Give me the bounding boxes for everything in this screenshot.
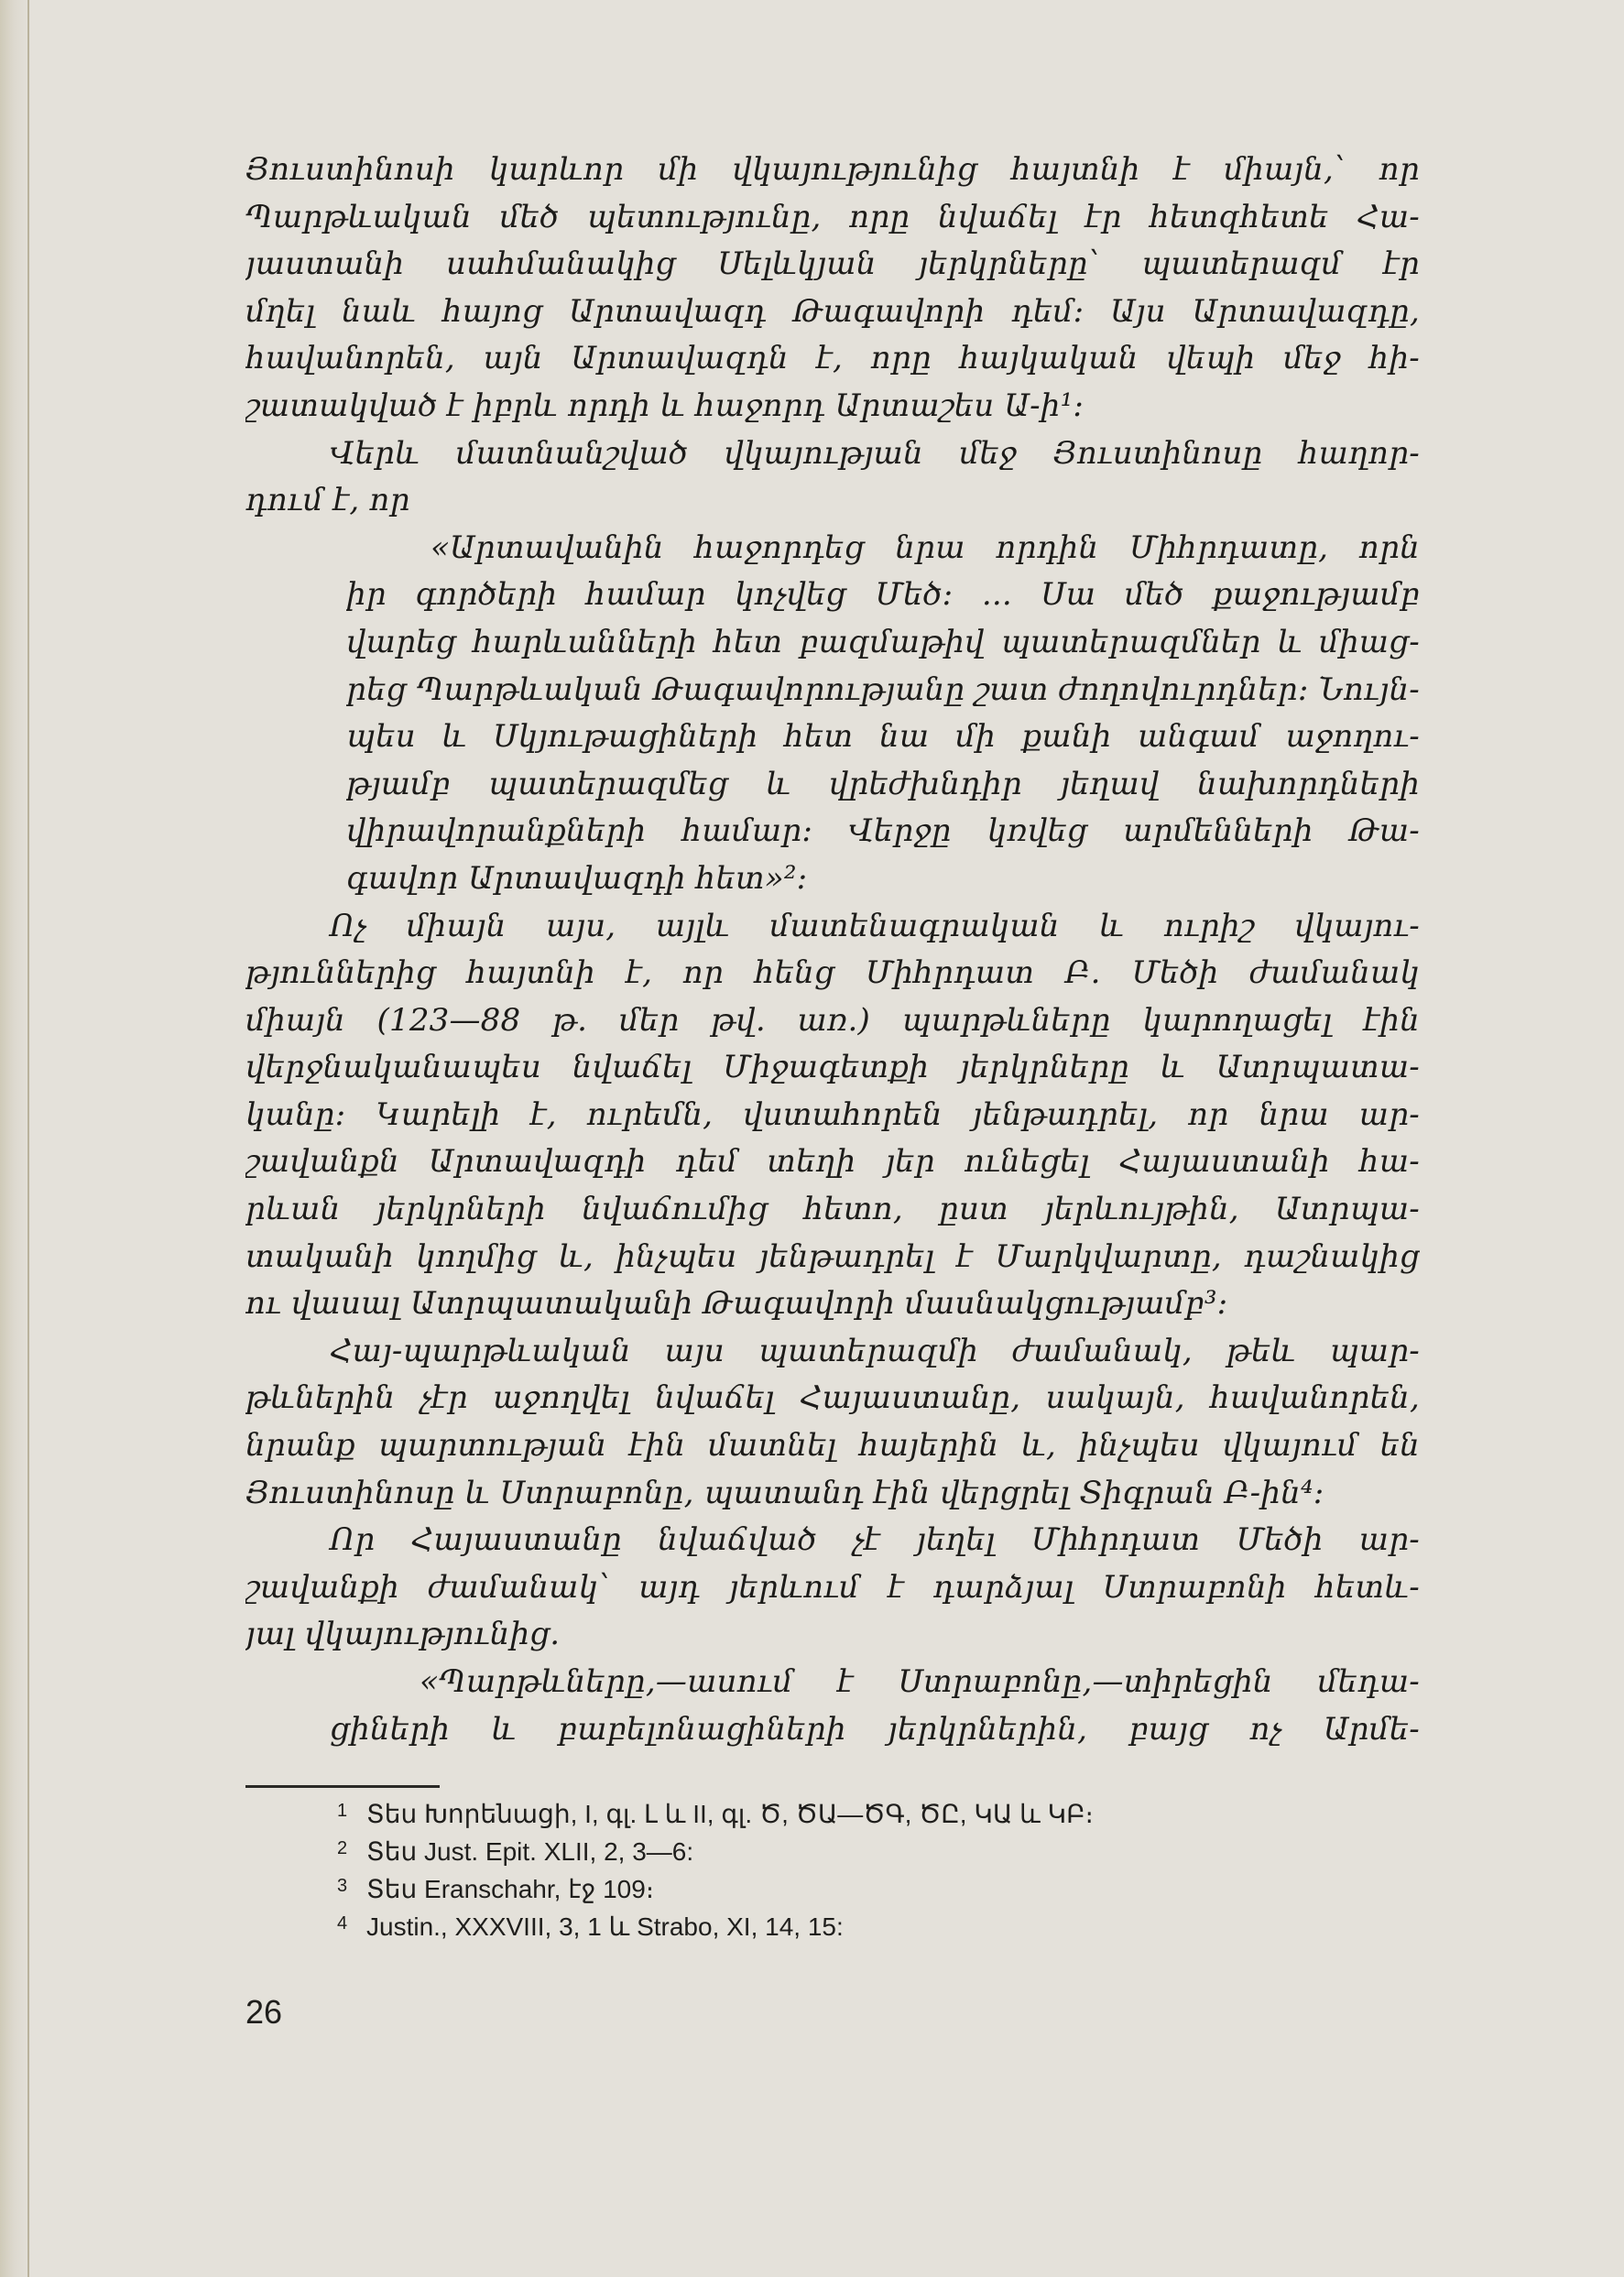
text-line: միայն (123—88 թ. մեր թվ. առ.) պարթևները կարողացել էին <box>245 1001 1420 1039</box>
text-line: Ոչ միայն այս, այլև մատենագրական և ուրիշ վկայու- <box>330 907 1420 944</box>
text-line: թյուններից հայտնի է, որ հենց Միհրդատ Բ. Մեծի ժամանակ <box>245 954 1420 992</box>
text-line: ու վասալ Ատրպատականի Թագավորի մասնակցությամբ³։ <box>245 1285 1228 1323</box>
text-line: նրանք պարտության էին մատնել հայերին և, ինչպես վկայում են <box>245 1427 1420 1465</box>
footnote-number: 3 <box>337 1876 348 1896</box>
text-line: Յուստինոսի կարևոր մի վկայությունից հայտնի է միայն,՝ որ <box>245 151 1420 188</box>
footnote-1 <box>337 1795 1418 1833</box>
footnote-number: 2 <box>337 1838 348 1858</box>
text-line: ցիների և բաբելոնացիների յերկրներին, բայց ոչ Արմե- <box>330 1710 1420 1748</box>
main-text <box>245 147 1420 1753</box>
book-spine-edge <box>27 0 29 2277</box>
text-line: շավանքի ժամանակ՝ այդ յերևում է դարձյալ Ստրաբոնի հետև- <box>245 1568 1420 1606</box>
footnote-4 <box>337 1908 1418 1945</box>
text-line: «Պարթևները,—ասում է Ստրաբոնը,—տիրեցին մեդա- <box>420 1663 1420 1700</box>
text-line: դում է, որ <box>245 482 410 519</box>
footnote-3 <box>337 1870 1418 1908</box>
text-line: Յուստինոսը և Ստրաբոնը, պատանդ էին վերցրել Տիգրան Բ-ին⁴։ <box>245 1474 1324 1511</box>
page-number: 26 <box>245 1993 283 2031</box>
quote-line: թյամբ պատերազմեց և վրեժխնդիր յեղավ նախորդների <box>346 765 1420 802</box>
footnote-text: Տես Eranschahr, էջ 109։ <box>366 1875 655 1903</box>
text-line: մղել նաև հայոց Արտավազդ Թագավորի դեմ։ Այս Արտավազդը, <box>245 292 1420 330</box>
footnote-text: Տես Just. Epit. XLII, 2, 3—6: <box>366 1837 694 1866</box>
quote-line: րեց Պարթևական Թագավորությանը շատ ժողովուրդներ։ Նույն- <box>346 670 1420 708</box>
footnotes <box>337 1795 1418 1945</box>
text-line: րևան յերկրների նվաճումից հետո, ըստ յերևույթին, Ատրպա- <box>245 1191 1420 1228</box>
quote-line: «Արտավանին հաջորդեց նրա որդին Միհրդատը, որն <box>431 528 1420 566</box>
quote-line: պես և Սկյութացիների հետ նա մի քանի անգամ աջողու- <box>346 718 1420 756</box>
text-line: վերջնականապես նվաճել Միջագետքի յերկրները և Ատրպատա- <box>245 1049 1420 1086</box>
text-line: տականի կողմից և, ինչպես յենթադրել է Մարկվարտը, դաշնակից <box>245 1237 1420 1275</box>
text-line: Վերև մատնանշված վկայության մեջ Յուստինոսը հաղոր- <box>330 434 1420 472</box>
text-line: յալ վկայությունից. <box>245 1616 561 1653</box>
text-line: Որ Հայաստանը նվաճված չէ յեղել Միհրդատ Մեծի ար- <box>330 1521 1420 1559</box>
block-quote <box>245 525 1420 903</box>
text-line: կանը։ Կարելի է, ուրեմն, վստահորեն յենթադրել, որ նրա ար- <box>245 1095 1420 1133</box>
text-line: հավանորեն, այն Արտավազդն է, որը հայկական վեպի մեջ հի- <box>245 340 1420 377</box>
footnote-text: Տես Խորենացի, I, գլ. Լ և II, գլ. Ծ, ԾԱ—ԾԳ, ԾԸ, ԿԱ և ԿԲ։ <box>366 1800 1094 1828</box>
footnote-number: 1 <box>337 1801 348 1821</box>
text-line: յաստանի սահմանակից Սելևկյան յերկրները՝ պատերազմ էր <box>245 245 1420 283</box>
text-line: Հայ-պարթևական այս պատերազմի ժամանակ, թեև պար- <box>330 1332 1420 1369</box>
quote-line: վիրավորանքների համար։ Վերջը կռվեց արմենների Թա- <box>346 812 1420 850</box>
footnote-separator <box>245 1785 440 1788</box>
text-line: շավանքն Արտավազդի դեմ տեղի յեր ունեցել Հայաստանի հա- <box>245 1143 1420 1181</box>
footnote-number: 4 <box>337 1913 348 1934</box>
text-line: շատակված է իբրև որդի և հաջորդ Արտաշես Ա-ի¹։ <box>245 387 1084 424</box>
text-line: Պարթևական մեծ պետությունը, որը նվաճել էր հետզհետե Հա- <box>245 198 1420 235</box>
text-line: թևներին չէր աջողվել նվաճել Հայաստանը, սակայն, հավանորեն, <box>245 1379 1420 1417</box>
footnote-2 <box>337 1833 1418 1870</box>
footnote-text: Justin., XXXVIII, 3, 1 և Strabo, XI, 14, 15: <box>366 1912 844 1941</box>
quote-line: իր գործերի համար կոչվեց Մեծ։ ... Սա մեծ քաջությամբ <box>346 576 1420 614</box>
book-spine-shadow <box>0 0 31 2277</box>
quote-line: վարեց հարևանների հետ բազմաթիվ պատերազմներ և միաց- <box>346 623 1420 660</box>
quote-line: գավոր Արտավազդի հետ»²։ <box>346 859 808 897</box>
